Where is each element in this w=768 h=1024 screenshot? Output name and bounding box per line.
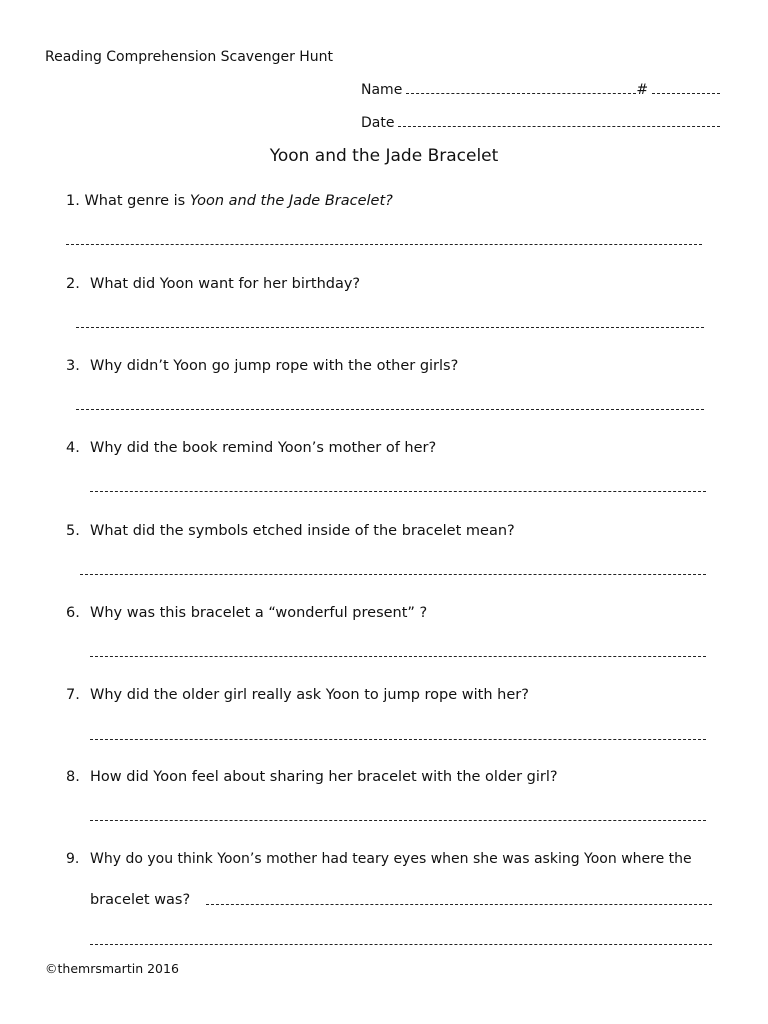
question-number: 1. <box>66 193 80 209</box>
question-number: 2. <box>66 276 80 292</box>
question-7 <box>66 687 529 703</box>
question-9-continuation <box>90 892 190 908</box>
name-field[interactable] <box>406 93 636 94</box>
date-row <box>361 115 720 131</box>
question-1 <box>66 193 393 209</box>
worksheet-title: Yoon and the Jade Bracelet <box>269 146 499 166</box>
question-3 <box>66 358 458 374</box>
question-number: 6. <box>66 605 80 621</box>
question-text: Why did the book remind Yoon’s mother of her? <box>90 440 437 456</box>
answer-line-8[interactable] <box>90 820 706 821</box>
question-number: 8. <box>66 769 80 785</box>
book-title-italic: Yoon and the Jade Bracelet? <box>189 193 393 209</box>
question-text: Why was this bracelet a “wonderful present” ? <box>90 605 428 621</box>
question-number: 7. <box>66 687 80 703</box>
question-6 <box>66 605 427 621</box>
answer-line-1[interactable] <box>66 244 702 245</box>
answer-line-2[interactable] <box>76 327 704 328</box>
question-text: How did Yoon feel about sharing her bracelet with the older girl? <box>90 769 558 785</box>
answer-line-7[interactable] <box>90 739 706 740</box>
question-number: 9. <box>66 851 80 867</box>
answer-line-5[interactable] <box>80 574 706 575</box>
question-text: What genre is <box>84 193 190 209</box>
question-number: 5. <box>66 523 80 539</box>
question-4 <box>66 440 436 456</box>
copyright-footer: ©themrsmartin 2016 <box>45 961 179 976</box>
question-text: Why do you think Yoon’s mother had teary eyes when she was asking Yoon where the <box>90 851 692 867</box>
date-field[interactable] <box>398 126 720 127</box>
number-label: # <box>636 82 649 98</box>
question-number: 3. <box>66 358 80 374</box>
question-text: What did Yoon want for her birthday? <box>90 276 361 292</box>
question-8 <box>66 769 558 785</box>
number-field[interactable] <box>652 93 720 94</box>
answer-line-6[interactable] <box>90 656 706 657</box>
name-row <box>361 82 720 98</box>
question-text: Why did the older girl really ask Yoon to jump rope with her? <box>90 687 529 703</box>
answer-line-4[interactable] <box>90 491 706 492</box>
worksheet-header-title: Reading Comprehension Scavenger Hunt <box>45 49 334 65</box>
question-text: What did the symbols etched inside of the bracelet mean? <box>90 523 515 539</box>
answer-line-9a[interactable] <box>206 904 712 905</box>
question-2 <box>66 276 360 292</box>
question-5 <box>66 523 515 539</box>
date-label: Date <box>361 115 395 131</box>
question-text-continued: bracelet was? <box>90 892 191 908</box>
answer-line-3[interactable] <box>76 409 704 410</box>
question-number: 4. <box>66 440 80 456</box>
answer-line-9b[interactable] <box>90 944 712 945</box>
question-text: Why didn’t Yoon go jump rope with the other girls? <box>90 358 459 374</box>
question-9 <box>66 851 692 867</box>
name-label: Name <box>361 82 403 98</box>
